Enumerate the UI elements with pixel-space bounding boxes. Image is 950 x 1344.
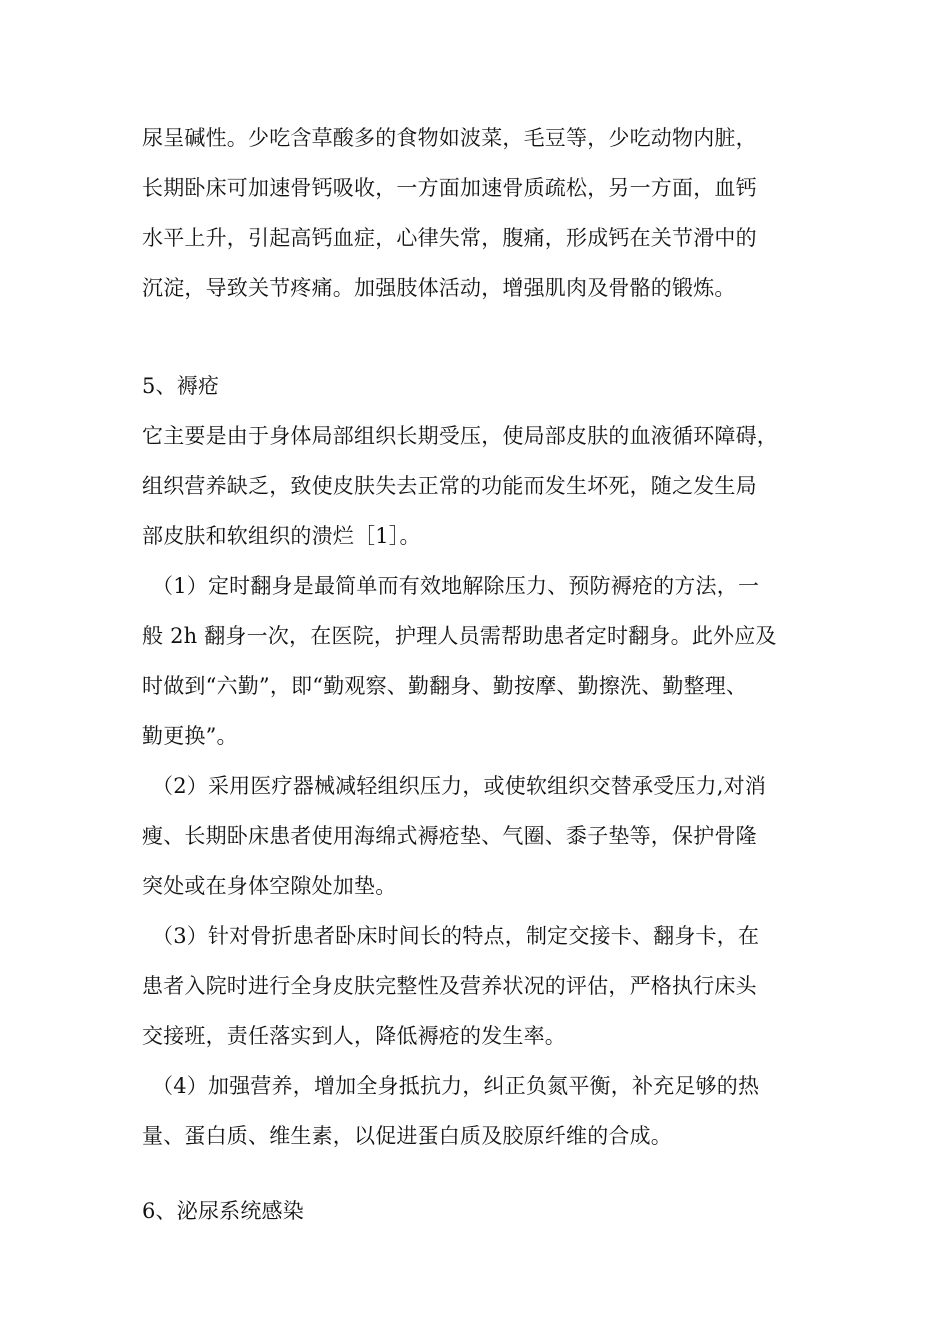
text-line: 部皮肤和软组织的溃烂［1］。 xyxy=(142,524,421,548)
text-line: 尿呈碱性。少吃含草酸多的食物如波菜，毛豆等，少吃动物内脏， xyxy=(142,126,757,150)
text-line: 患者入院时进行全身皮肤完整性及营养状况的评估，严格执行床头 xyxy=(142,974,757,998)
section-heading: 5、褥疮 xyxy=(142,374,220,398)
list-item-line: （4）加强营养，增加全身抵抗力，纠正负氮平衡，补充足够的热 xyxy=(152,1074,760,1098)
section-heading: 6、泌尿系统感染 xyxy=(142,1199,304,1223)
text-line: 时做到“六勤”，即“勤观察、勤翻身、勤按摩、勤擦洗、勤整理、 xyxy=(142,674,748,698)
text-line: 量、蛋白质、维生素，以促进蛋白质及胶原纤维的合成。 xyxy=(142,1124,672,1148)
text-line: 它主要是由于身体局部组织长期受压，使局部皮肤的血液循环障碍， xyxy=(142,424,778,448)
text-line: 长期卧床可加速骨钙吸收，一方面加速骨质疏松，另一方面，血钙 xyxy=(142,176,757,200)
text-line: 勤更换”。 xyxy=(142,724,238,748)
list-item-line: （3）针对骨折患者卧床时间长的特点，制定交接卡、翻身卡，在 xyxy=(152,924,760,948)
text-line: 组织营养缺乏，致使皮肤失去正常的功能而发生坏死，随之发生局 xyxy=(142,474,757,498)
text-line: 突处或在身体空隙处加垫。 xyxy=(142,874,397,898)
text-line: 般 2h 翻身一次，在医院，护理人员需帮助患者定时翻身。此外应及 xyxy=(142,624,777,648)
list-item-line: （2）采用医疗器械减轻组织压力，或使软组织交替承受压力,对消 xyxy=(152,774,767,798)
text-line: 沉淀，导致关节疼痛。加强肢体活动，增强肌肉及骨骼的锻炼。 xyxy=(142,276,736,300)
text-line: 瘦、长期卧床患者使用海绵式褥疮垫、气圈、黍子垫等，保护骨隆 xyxy=(142,824,757,848)
list-item-line: （1）定时翻身是最简单而有效地解除压力、预防褥疮的方法，一 xyxy=(152,574,760,598)
text-line: 水平上升，引起高钙血症，心律失常，腹痛，形成钙在关节滑中的 xyxy=(142,226,757,250)
text-line: 交接班，责任落实到人，降低褥疮的发生率。 xyxy=(142,1024,566,1048)
